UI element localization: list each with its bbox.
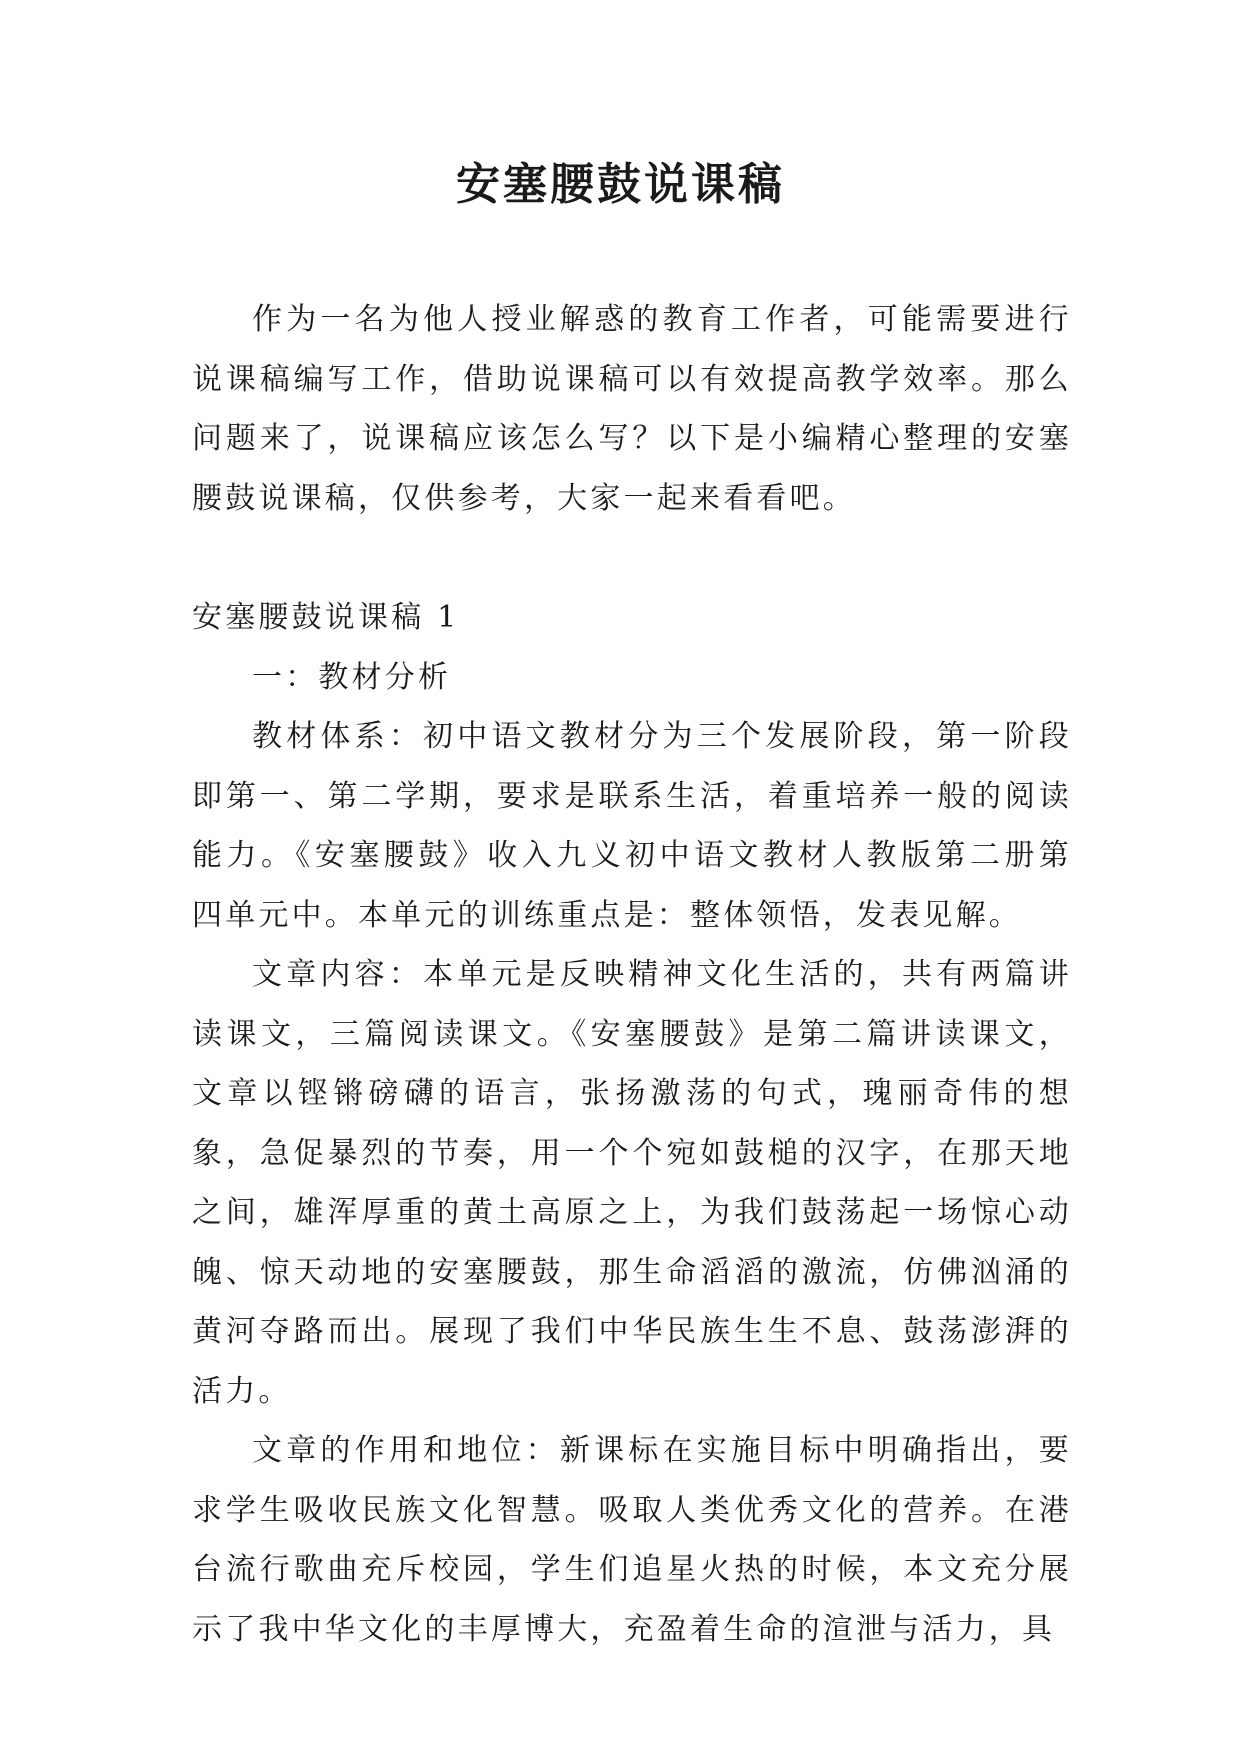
subsection-heading: 一：教材分析 <box>252 659 452 695</box>
document-body <box>192 290 1072 1659</box>
paragraph-article-role: 文章的作用和地位：新课标在实施目标中明确指出，要求学生吸收民族文化智慧。吸取人类优秀文化的营养。在港台流行歌曲充斥校园，学生们追星火热的时候，本文充分展示了我中华文化的丰厚博大，充盈着生命的渲泄与活力，具 <box>192 1433 1072 1647</box>
paragraph-article-content: 文章内容：本单元是反映精神文化生活的，共有两篇讲读课文，三篇阅读课文。《安塞腰鼓》是第二篇讲读课文，文章以铿锵磅礴的语言，张扬激荡的句式，瑰丽奇伟的想象，急促暴烈的节奏，用一个个宛如鼓槌的汉字，在那天地之间，雄浑厚重的黄土高原之上，为我们鼓荡起一场惊心动魄、惊天动地的安塞腰鼓，那生命滔滔的激流，仿佛汹涌的黄河夺路而出。展现了我们中华民族生生不息、鼓荡澎湃的活力。 <box>192 957 1072 1409</box>
intro-paragraph: 作为一名为他人授业解惑的教育工作者，可能需要进行说课稿编写工作，借助说课稿可以有效提高教学效率。那么问题来了，说课稿应该怎么写？以下是小编精心整理的安塞腰鼓说课稿，仅供参考，大家一起来看看吧。 <box>192 302 1072 516</box>
document-title: 安塞腰鼓说课稿 <box>456 159 785 210</box>
paragraph-textbook-system: 教材体系：初中语文教材分为三个发展阶段，第一阶段即第一、第二学期，要求是联系生活，着重培养一般的阅读能力。《安塞腰鼓》收入九义初中语文教材人教版第二册第四单元中。本单元的训练重点是：整体领悟，发表见解。 <box>192 719 1072 933</box>
section-heading: 安塞腰鼓说课稿 1 <box>192 600 460 635</box>
